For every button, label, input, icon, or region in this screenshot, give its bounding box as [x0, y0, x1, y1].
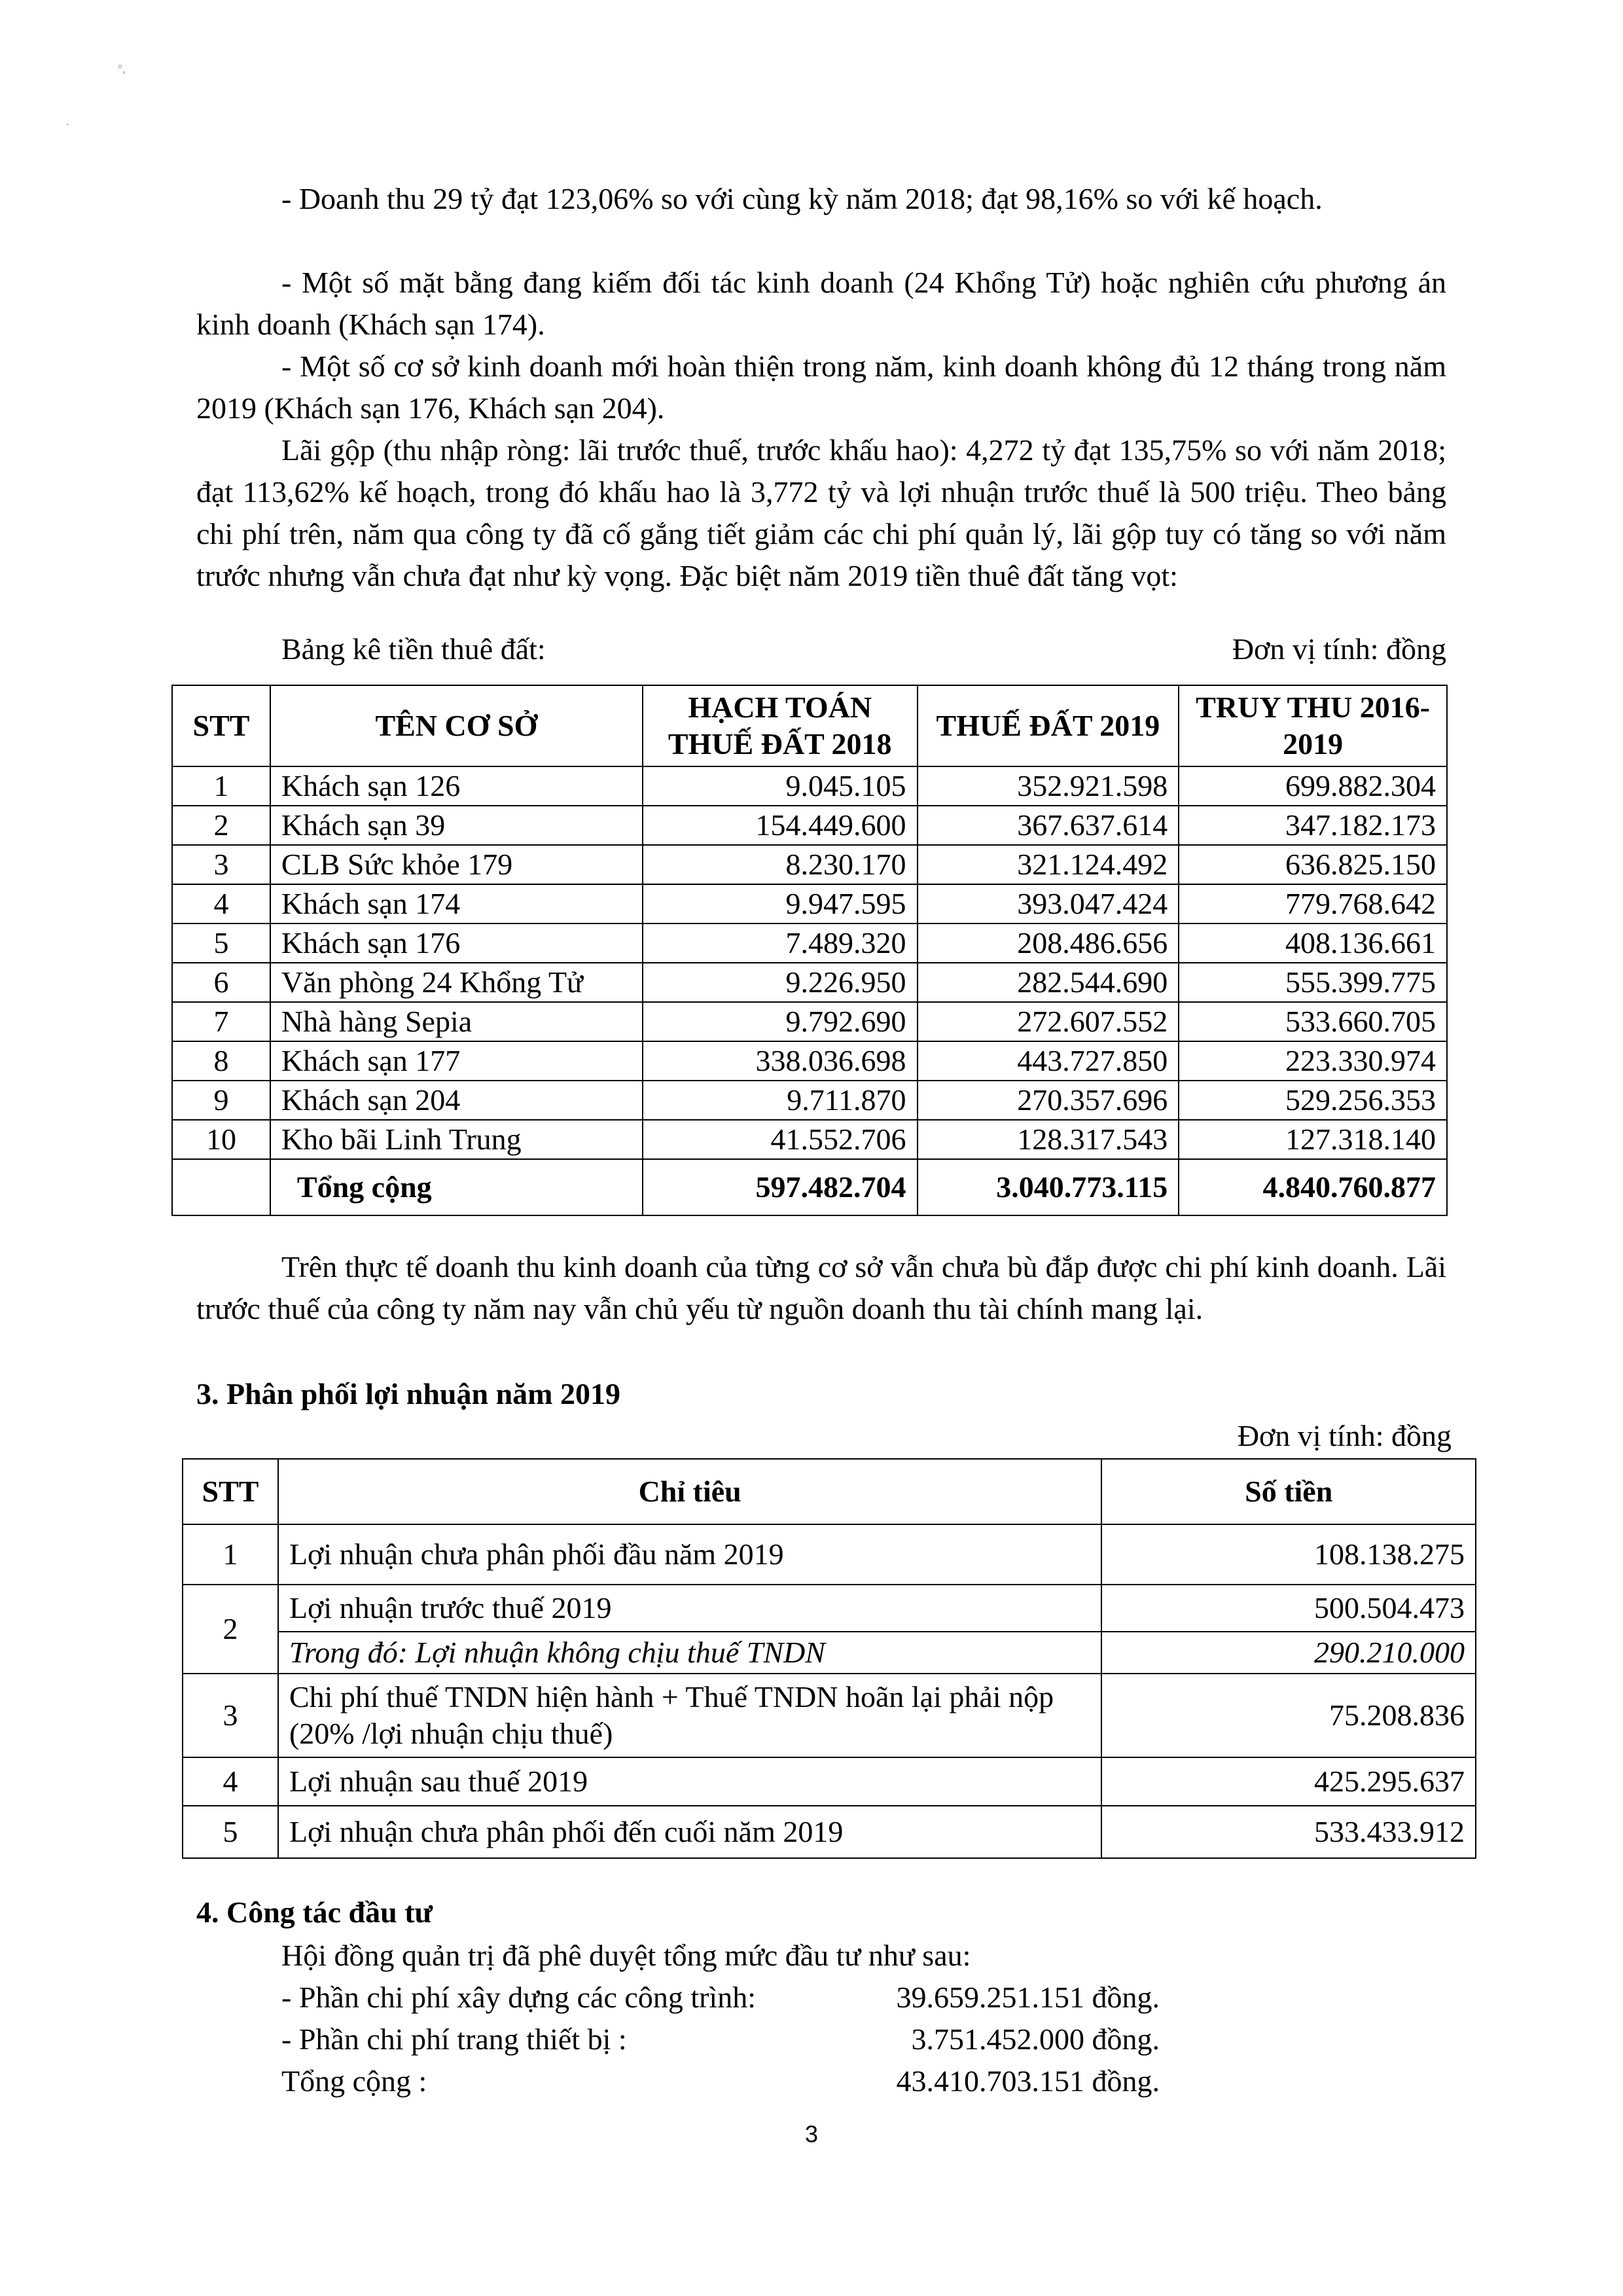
- cell-total-tax-2018: 597.482.704: [643, 1159, 918, 1215]
- cell-indicator: Lợi nhuận chưa phân phối đầu năm 2019: [278, 1524, 1101, 1585]
- cell-stt: 1: [172, 766, 270, 806]
- cell-tax-2019: 393.047.424: [918, 884, 1179, 924]
- cell-stt: 5: [172, 924, 270, 963]
- table-unit: Đơn vị tính: đồng: [1232, 632, 1446, 666]
- table-row: [172, 1120, 1447, 1159]
- investment-total-amount: 43.410.703.151 đồng.: [896, 2064, 1160, 2098]
- investment-total-label: Tổng cộng :: [281, 2064, 427, 2098]
- cell-tax-2019: 272.607.552: [918, 1002, 1179, 1041]
- table-total-row: [172, 1159, 1447, 1215]
- cell-tax-2018: 9.792.690: [643, 1002, 918, 1041]
- header-tax-2018: HẠCH TOÁN THUẾ ĐẤT 2018: [643, 685, 918, 766]
- cell-facility: Khách sạn 126: [270, 766, 643, 806]
- investment-intro: Hội đồng quản trị đã phê duyệt tổng mức đầu tư như sau:: [281, 1939, 971, 1972]
- cell-tax-2019: 321.124.492: [918, 845, 1179, 884]
- cell-indicator: Trong đó: Lợi nhuận không chịu thuế TNDN: [278, 1632, 1101, 1674]
- cell-tax-2018: 338.036.698: [643, 1041, 918, 1081]
- cell-amount: 500.504.473: [1101, 1585, 1476, 1632]
- cell-facility: Nhà hàng Sepia: [270, 1002, 643, 1041]
- table-row: [183, 1757, 1476, 1806]
- cell-arrears: 555.399.775: [1179, 963, 1447, 1002]
- investment-equipment-amount: 3.751.452.000 đồng.: [911, 2022, 1160, 2056]
- investment-equipment-label: - Phần chi phí trang thiết bị :: [281, 2022, 627, 2056]
- cell-arrears: 127.318.140: [1179, 1120, 1447, 1159]
- header-tax-2019: THUẾ ĐẤT 2019: [918, 685, 1179, 766]
- table-row: [172, 806, 1447, 845]
- land-rent-table: [171, 685, 1448, 1216]
- cell-tax-2018: 8.230.170: [643, 845, 918, 884]
- cell-arrears: 699.882.304: [1179, 766, 1447, 806]
- cell-tax-2019: 443.727.850: [918, 1041, 1179, 1081]
- profit-distribution-table: [182, 1458, 1476, 1859]
- cell-tax-2019: 352.921.598: [918, 766, 1179, 806]
- cell-stt: 7: [172, 1002, 270, 1041]
- cell-tax-2018: 41.552.706: [643, 1120, 918, 1159]
- table-caption: Bảng kê tiền thuê đất:: [281, 632, 546, 666]
- cell-arrears: 779.768.642: [1179, 884, 1447, 924]
- cell-tax-2018: 9.711.870: [643, 1081, 918, 1120]
- cell-amount: 75.208.836: [1101, 1674, 1476, 1757]
- cell-stt: 2: [172, 806, 270, 845]
- cell-stt: 5: [183, 1806, 278, 1858]
- cell-indicator: Lợi nhuận sau thuế 2019: [278, 1757, 1101, 1806]
- cell-tax-2019: 282.544.690: [918, 963, 1179, 1002]
- cell-arrears: 223.330.974: [1179, 1041, 1447, 1081]
- cell-arrears: 636.825.150: [1179, 845, 1447, 884]
- header-facility: TÊN CƠ SỞ: [270, 685, 643, 766]
- table-row: [172, 924, 1447, 963]
- section-4-heading: 4. Công tác đầu tư: [196, 1895, 433, 1929]
- cell-amount: 425.295.637: [1101, 1757, 1476, 1806]
- table-row: [172, 884, 1447, 924]
- paragraph-premises: - Một số mặt bằng đang kiếm đối tác kinh doanh (24 Khổng Tử) hoặc nghiên cứu phương án kinh doanh (Khách sạn 174).: [196, 266, 1446, 341]
- cell-stt: 3: [183, 1674, 278, 1757]
- cell-arrears: 408.136.661: [1179, 924, 1447, 963]
- cell-tax-2018: 9.947.595: [643, 884, 918, 924]
- table-row: [183, 1806, 1476, 1858]
- cell-arrears: 347.182.173: [1179, 806, 1447, 845]
- cell-facility: CLB Sức khỏe 179: [270, 845, 643, 884]
- section-3-unit: Đơn vị tính: đồng: [1237, 1419, 1452, 1452]
- cell-tax-2018: 7.489.320: [643, 924, 918, 963]
- table-row: [183, 1674, 1476, 1757]
- cell-indicator: Chi phí thuế TNDN hiện hành + Thuế TNDN hoãn lại phải nộp (20% /lợi nhuận chịu thuế): [278, 1674, 1101, 1757]
- cell-tax-2019: 367.637.614: [918, 806, 1179, 845]
- table-row: [172, 963, 1447, 1002]
- cell-tax-2018: 9.045.105: [643, 766, 918, 806]
- cell-facility: Khách sạn 39: [270, 806, 643, 845]
- cell-stt: 6: [172, 963, 270, 1002]
- cell-indicator: Lợi nhuận chưa phân phối đến cuối năm 2019: [278, 1806, 1101, 1858]
- cell-facility: Khách sạn 204: [270, 1081, 643, 1120]
- header-amount: Số tiền: [1101, 1459, 1476, 1524]
- header-stt: STT: [183, 1459, 278, 1524]
- cell-total-label: Tổng cộng: [270, 1159, 643, 1215]
- cell-stt: 9: [172, 1081, 270, 1120]
- cell-stt: 4: [172, 884, 270, 924]
- scan-speck: ·: [65, 118, 69, 131]
- table-row: [183, 1524, 1476, 1585]
- investment-construction-label: - Phần chi phí xây dựng các công trình:: [281, 1981, 756, 2014]
- cell-stt: 3: [172, 845, 270, 884]
- cell-stt: 2: [183, 1585, 278, 1674]
- cell-amount: 108.138.275: [1101, 1524, 1476, 1585]
- table-row: [183, 1632, 1476, 1674]
- cell-indicator: Lợi nhuận trước thuế 2019: [278, 1585, 1101, 1632]
- paragraph-revenue: - Doanh thu 29 tỷ đạt 123,06% so với cùng kỳ năm 2018; đạt 98,16% so với kế hoạch.: [281, 182, 1323, 215]
- header-stt: STT: [172, 685, 270, 766]
- cell-facility: Khách sạn 176: [270, 924, 643, 963]
- cell-tax-2018: 154.449.600: [643, 806, 918, 845]
- paragraph-after-table: Trên thực tế doanh thu kinh doanh của từng cơ sở vẫn chưa bù đắp được chi phí kinh doanh. Lãi trước thuế của công ty năm nay vẫn chủ yếu từ nguồn doanh thu tài chính mang lại.: [196, 1250, 1446, 1325]
- cell-tax-2018: 9.226.950: [643, 963, 918, 1002]
- table-row: [183, 1585, 1476, 1632]
- cell-stt: [172, 1159, 270, 1215]
- header-indicator: Chỉ tiêu: [278, 1459, 1101, 1524]
- table-header-row: [172, 685, 1447, 766]
- cell-stt: 1: [183, 1524, 278, 1585]
- paragraph-new-facilities: - Một số cơ sở kinh doanh mới hoàn thiện trong năm, kinh doanh không đủ 12 tháng trong năm 2019 (Khách sạn 176, Khách sạn 204).: [196, 350, 1446, 425]
- cell-facility: Kho bãi Linh Trung: [270, 1120, 643, 1159]
- cell-stt: 10: [172, 1120, 270, 1159]
- table-row: [172, 1081, 1447, 1120]
- cell-stt: 4: [183, 1757, 278, 1806]
- section-3-heading: 3. Phân phối lợi nhuận năm 2019: [196, 1377, 620, 1410]
- table-header-row: [183, 1459, 1476, 1524]
- cell-amount: 290.210.000: [1101, 1632, 1476, 1674]
- header-arrears: TRUY THU 2016-2019: [1179, 685, 1447, 766]
- cell-stt: 8: [172, 1041, 270, 1081]
- cell-facility: Văn phòng 24 Khổng Tử: [270, 963, 643, 1002]
- cell-arrears: 533.660.705: [1179, 1002, 1447, 1041]
- cell-total-arrears: 4.840.760.877: [1179, 1159, 1447, 1215]
- table-row: [172, 1002, 1447, 1041]
- table-row: [172, 845, 1447, 884]
- scan-speck: °,: [118, 62, 126, 75]
- cell-arrears: 529.256.353: [1179, 1081, 1447, 1120]
- table-row: [172, 766, 1447, 806]
- paragraph-gross-profit: Lãi gộp (thu nhập ròng: lãi trước thuế, trước khấu hao): 4,272 tỷ đạt 135,75% so với năm 2018; đạt 113,62% kế hoạch, trong đó khấu hao là 3,772 tỷ và lợi nhuận trước thuế là 500 triệu. Theo bảng chi phí trên, năm qua công ty đã cố gắng tiết giảm các chi phí quản lý, lãi gộp tuy có tăng so với năm trước nhưng vẫn chưa đạt như kỳ vọng. Đặc biệt năm 2019 tiền thuê đất tăng vọt:: [196, 433, 1446, 592]
- cell-tax-2019: 270.357.696: [918, 1081, 1179, 1120]
- cell-tax-2019: 128.317.543: [918, 1120, 1179, 1159]
- cell-amount: 533.433.912: [1101, 1806, 1476, 1858]
- cell-facility: Khách sạn 174: [270, 884, 643, 924]
- table-row: [172, 1041, 1447, 1081]
- cell-tax-2019: 208.486.656: [918, 924, 1179, 963]
- investment-construction-amount: 39.659.251.151 đồng.: [896, 1981, 1160, 2014]
- page-number: 3: [804, 2121, 819, 2147]
- cell-facility: Khách sạn 177: [270, 1041, 643, 1081]
- cell-total-tax-2019: 3.040.773.115: [918, 1159, 1179, 1215]
